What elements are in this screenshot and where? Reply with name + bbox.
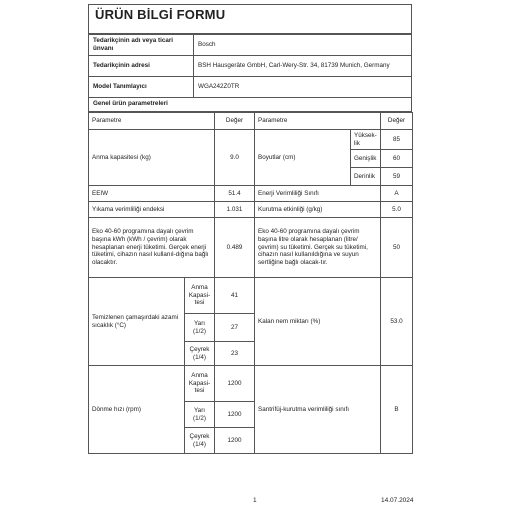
depth-label: Derinlik — [351, 168, 381, 186]
height-label: Yüksek-lik — [351, 130, 381, 150]
energy-consumption-value: 0.489 — [215, 218, 255, 278]
energy-consumption-label: Eko 40-60 programına dayalı çevrim başına kWh (kWh / çevrim) olarak hesaplanan enerji tüketimi. Gerçek enerji tüketimi, cihazın nasıl kullanıl-dığına bağlı olacaktır. — [89, 218, 215, 278]
moisture-value: 53.0 — [381, 278, 413, 366]
supplier-info-table — [88, 34, 412, 98]
params-table — [88, 112, 413, 454]
wash-index-value: 1.031 — [215, 202, 255, 218]
table-row — [89, 278, 413, 314]
table-row — [89, 202, 413, 218]
param-header-left: Parametre — [89, 113, 215, 130]
moisture-label: Kalan nem miktarı (%) — [255, 278, 381, 366]
supplier-name-value: Bosch — [194, 35, 412, 56]
eeiw-value: 51.4 — [215, 186, 255, 202]
supplier-address-row — [89, 56, 412, 77]
temperature-label: Temizlenen çamaşırdaki azami sıcaklık (°C) — [89, 278, 185, 366]
spin-half-value: 1200 — [215, 402, 255, 428]
supplier-name-row — [89, 35, 412, 56]
value-header-left: Değer — [215, 113, 255, 130]
capacity-value: 9.0 — [215, 130, 255, 186]
eeiw-label: EEIW — [89, 186, 215, 202]
supplier-address-value: BSH Hausgeräte GmbH, Carl-Wery-Str. 34, 81739 Munich, Germany — [194, 56, 412, 77]
table-row — [89, 366, 413, 402]
rinse-value: 5.0 — [381, 202, 413, 218]
water-consumption-label: Eko 40-60 programına dayalı çevrim başına litre olarak hesaplanan (litre/çevrim) su tüketimi. Gerçek su tüketimi, cihazın nasıl kullanıldığına ve suyun sertliğine bağlı olacak-tır. — [255, 218, 381, 278]
value-header-right: Değer — [381, 113, 413, 130]
model-value: WGA242Z0TR — [194, 77, 412, 98]
energy-class-label: Enerji Verimliliği Sınıfı — [255, 186, 381, 202]
temp-rated-label: Anma Kapasi-tesi — [185, 278, 215, 314]
supplier-address-label: Tedarikçinin adresi — [89, 56, 194, 77]
temp-quarter-value: 23 — [215, 342, 255, 366]
spin-class-value: B — [381, 366, 413, 454]
spin-quarter-label: Çeyrek (1/4) — [185, 428, 215, 454]
temp-quarter-label: Çeyrek (1/4) — [185, 342, 215, 366]
spin-half-label: Yarı (1/2) — [185, 402, 215, 428]
depth-value: 59 — [381, 168, 413, 186]
spin-rated-label: Anma Kapasi-tesi — [185, 366, 215, 402]
spin-quarter-value: 1200 — [215, 428, 255, 454]
height-value: 85 — [381, 130, 413, 150]
energy-class-value: A — [381, 186, 413, 202]
temp-half-value: 27 — [215, 314, 255, 342]
table-row — [89, 130, 413, 150]
param-header-right: Parametre — [255, 113, 381, 130]
water-consumption-value: 50 — [381, 218, 413, 278]
supplier-name-label: Tedarikçinin adı veya ticari ünvanı — [89, 35, 194, 56]
table-row — [89, 218, 413, 278]
spin-class-label: Santrifüj-kurutma verimliliği sınıfı — [255, 366, 381, 454]
model-label: Model Tanımlayıcı — [89, 77, 194, 98]
temp-rated-value: 41 — [215, 278, 255, 314]
model-row — [89, 77, 412, 98]
page-number: 1 — [253, 497, 257, 504]
spin-speed-label: Dönme hızı (rpm) — [89, 366, 185, 454]
general-params-heading: Genel ürün parametreleri — [88, 97, 412, 112]
page-title: ÜRÜN BİLGİ FORMU — [88, 4, 412, 34]
temp-half-label: Yarı (1/2) — [185, 314, 215, 342]
params-header-row — [89, 113, 413, 130]
width-value: 60 — [381, 150, 413, 168]
footer-date: 14.07.2024 — [381, 497, 414, 504]
spin-rated-value: 1200 — [215, 366, 255, 402]
width-label: Genişlik — [351, 150, 381, 168]
dimensions-label: Boyutlar (cm) — [255, 130, 351, 186]
rinse-label: Kurutma etkinliği (g/kg) — [255, 202, 381, 218]
table-row — [89, 186, 413, 202]
wash-index-label: Yıkama verimliliği endeksi — [89, 202, 215, 218]
capacity-label: Anma kapasitesi (kg) — [89, 130, 215, 186]
